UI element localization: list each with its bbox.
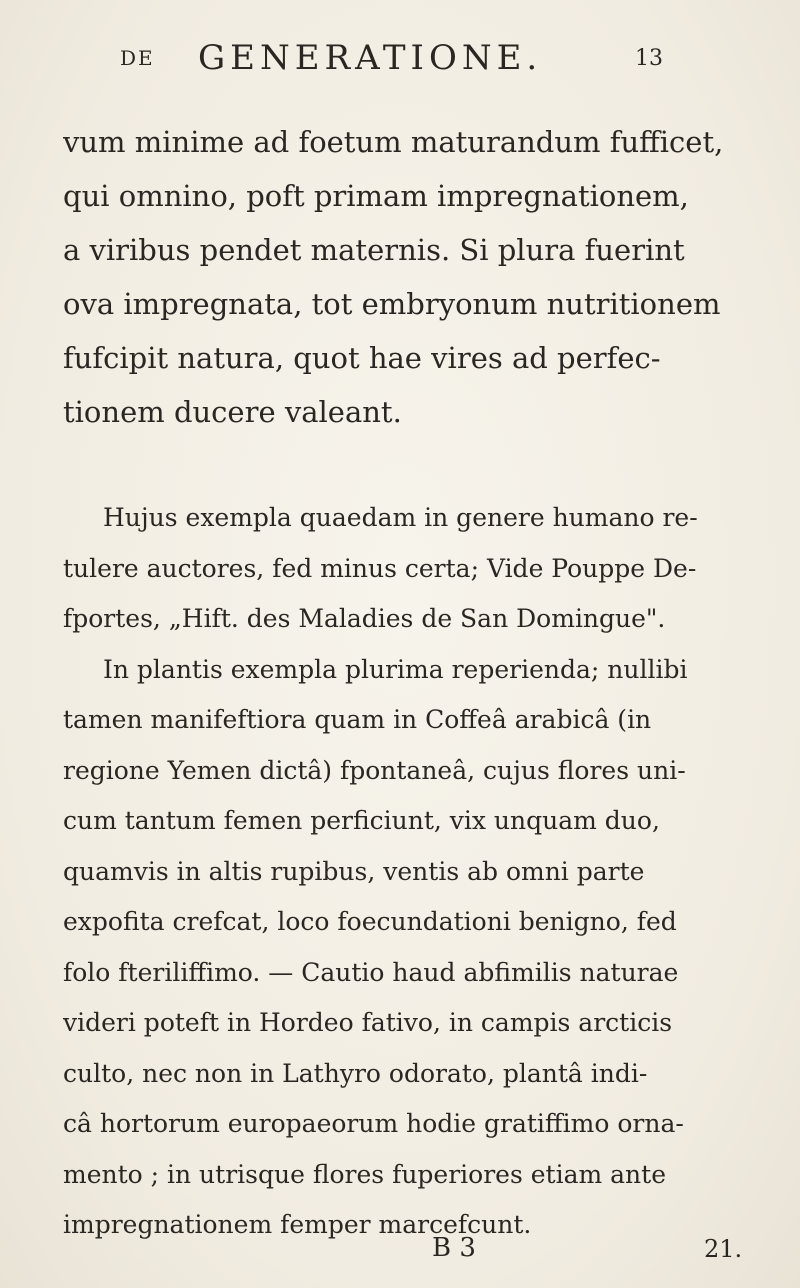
text-line: mento ; in utrisque flores fuperiores etiam ante	[63, 1159, 666, 1189]
text-line: culto, nec non in Lathyro odorato, plantâ indi-	[63, 1058, 648, 1088]
catchword: 21.	[704, 1235, 743, 1263]
header-title: GENERATIONE.	[198, 38, 543, 78]
text-line: expofita crefcat, loco foecundationi benigno, fed	[63, 907, 677, 936]
text-line: a viribus pendet maternis. Si plura fuerint	[63, 233, 685, 267]
text-line: regione Yemen dictâ) fpontaneâ, cujus flores uni-	[63, 755, 686, 785]
text-line: câ hortorum europaeorum hodie gratiffimo orna-	[63, 1109, 684, 1138]
header-prefix: DE	[120, 46, 155, 70]
text-line: tamen manifeftiora quam in Coffeâ arabicâ (in	[63, 705, 652, 734]
body-text	[63, 115, 753, 1251]
text-line: tulere auctores, fed minus certa; Vide Pouppe De-	[63, 553, 697, 583]
text-line: cum tantum femen perficiunt, vix unquam duo,	[63, 806, 660, 835]
paragraph-1	[63, 115, 753, 439]
page-number: 13	[635, 46, 663, 71]
text-line: quamvis in altis rupibus, ventis ab omni parte	[63, 856, 645, 886]
paragraph-3	[63, 645, 753, 1251]
text-line: ova impregnata, tot embryonum nutritionem	[63, 287, 721, 321]
text-line: tionem ducere valeant.	[63, 395, 402, 429]
text-line: fportes, „Hift. des Maladies de San Domingue".	[63, 604, 666, 633]
text-line: vum minime ad foetum maturandum fufficet,	[63, 125, 724, 159]
running-header	[120, 38, 720, 82]
text-line: qui omnino, poft primam impregnationem,	[63, 179, 689, 213]
text-line: impregnationem femper marcefcunt.	[63, 1210, 532, 1239]
text-line: In plantis exempla plurima reperienda; nullibi	[103, 654, 688, 684]
text-line: videri poteft in Hordeo fativo, in campis arcticis	[63, 1008, 673, 1037]
text-line: fufcipit natura, quot hae vires ad perfec-	[63, 341, 661, 375]
text-line: folo fteriliffimo. — Cautio haud abfimilis naturae	[63, 957, 679, 987]
paragraph-2	[63, 493, 753, 645]
signature-mark: B 3	[432, 1233, 476, 1263]
text-line: Hujus exempla quaedam in genere humano re-	[103, 503, 698, 532]
page-footer	[0, 1233, 800, 1273]
